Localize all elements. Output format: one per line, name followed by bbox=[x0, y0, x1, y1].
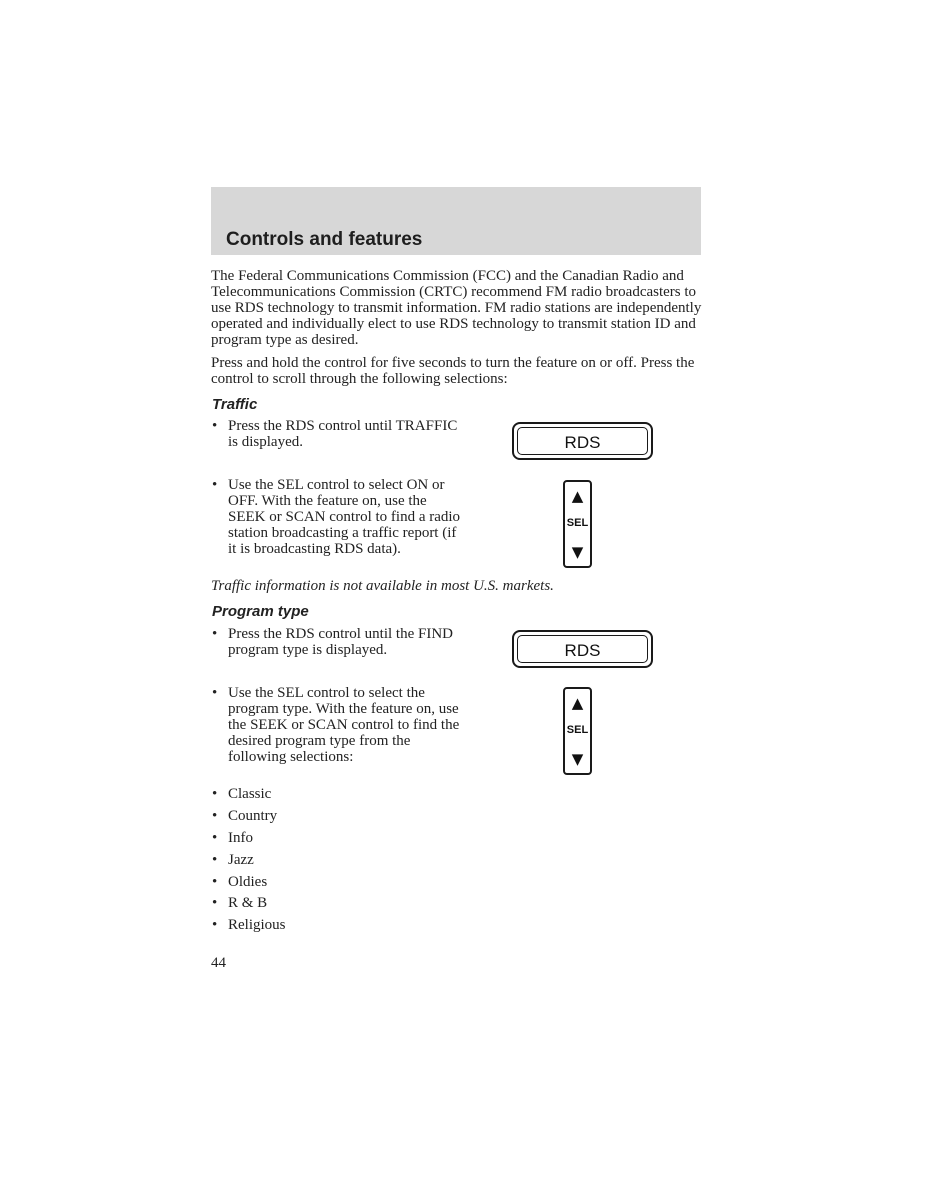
instructions-paragraph: Press and hold the control for five seconds to turn the feature on or off. Press the control to scroll through the following selections: bbox=[211, 355, 695, 387]
selection-r-and-b: R & B bbox=[228, 895, 268, 911]
list-item bbox=[212, 852, 462, 868]
rds-button-label: RDS bbox=[564, 433, 601, 452]
rds-button-label: RDS bbox=[564, 641, 601, 660]
arrow-up-icon: ▲ bbox=[571, 694, 584, 712]
arrow-down-icon: ▼ bbox=[571, 750, 584, 768]
selection-classic: Classic bbox=[228, 786, 272, 802]
bullet-icon: • bbox=[212, 418, 218, 434]
bullet-icon: • bbox=[212, 626, 218, 642]
arrow-up-icon: ▲ bbox=[571, 487, 584, 505]
intro-paragraph: The Federal Communications Commission (FCC) and the Canadian Radio and Telecommunications Commission (CRTC) recommend FM radio broadcasters to use RDS technology to transmit information. FM radio stations are independently operated and individually elect to use RDS technology to transmit station ID and program type as desired. bbox=[211, 268, 702, 348]
bullet-icon: • bbox=[212, 786, 218, 802]
selection-oldies: Oldies bbox=[228, 874, 268, 890]
bullet-icon: • bbox=[212, 895, 218, 911]
rds-control-illustration bbox=[512, 422, 653, 460]
bullet-icon: • bbox=[212, 685, 218, 701]
traffic-step-1: Press the RDS control until TRAFFIC is displayed. bbox=[228, 418, 458, 450]
list-item bbox=[212, 808, 462, 824]
program-step-1: Press the RDS control until the FIND program type is displayed. bbox=[228, 626, 453, 658]
page-number: 44 bbox=[211, 955, 226, 971]
sel-button-label: SEL bbox=[566, 724, 589, 736]
selection-religious: Religious bbox=[228, 917, 286, 933]
sel-control-illustration bbox=[563, 687, 592, 775]
bullet-icon: • bbox=[212, 917, 218, 933]
bullet-icon: • bbox=[212, 477, 218, 493]
bullet-icon: • bbox=[212, 830, 218, 846]
arrow-down-icon: ▼ bbox=[571, 543, 584, 561]
selection-country: Country bbox=[228, 808, 278, 824]
traffic-note: Traffic information is not available in most U.S. markets. bbox=[211, 578, 554, 594]
selection-jazz: Jazz bbox=[228, 852, 254, 868]
section-title: Controls and features bbox=[226, 229, 423, 250]
list-item bbox=[212, 786, 462, 802]
bullet-icon: • bbox=[212, 808, 218, 824]
list-item bbox=[212, 626, 462, 658]
list-item bbox=[212, 685, 467, 765]
list-item bbox=[212, 418, 462, 450]
rds-control-illustration bbox=[512, 630, 653, 668]
list-item bbox=[212, 895, 462, 911]
list-item bbox=[212, 830, 462, 846]
traffic-step-2: Use the SEL control to select ON or OFF. With the feature on, use the SEEK or SCAN control to find a radio station broadcasting a traffic report (if it is broadcasting RDS data). bbox=[228, 477, 461, 557]
bullet-icon: • bbox=[212, 874, 218, 890]
list-item bbox=[212, 477, 467, 557]
traffic-heading: Traffic bbox=[212, 396, 258, 413]
section-header bbox=[211, 187, 701, 255]
selection-info: Info bbox=[228, 830, 253, 846]
list-item bbox=[212, 917, 462, 933]
program-step-2: Use the SEL control to select the program type. With the feature on, use the SEEK or SCAN control to find the desired program type from the following selections: bbox=[228, 685, 460, 765]
bullet-icon: • bbox=[212, 852, 218, 868]
sel-control-illustration bbox=[563, 480, 592, 568]
program-type-heading: Program type bbox=[212, 603, 309, 620]
list-item bbox=[212, 874, 462, 890]
sel-button-label: SEL bbox=[566, 517, 589, 529]
